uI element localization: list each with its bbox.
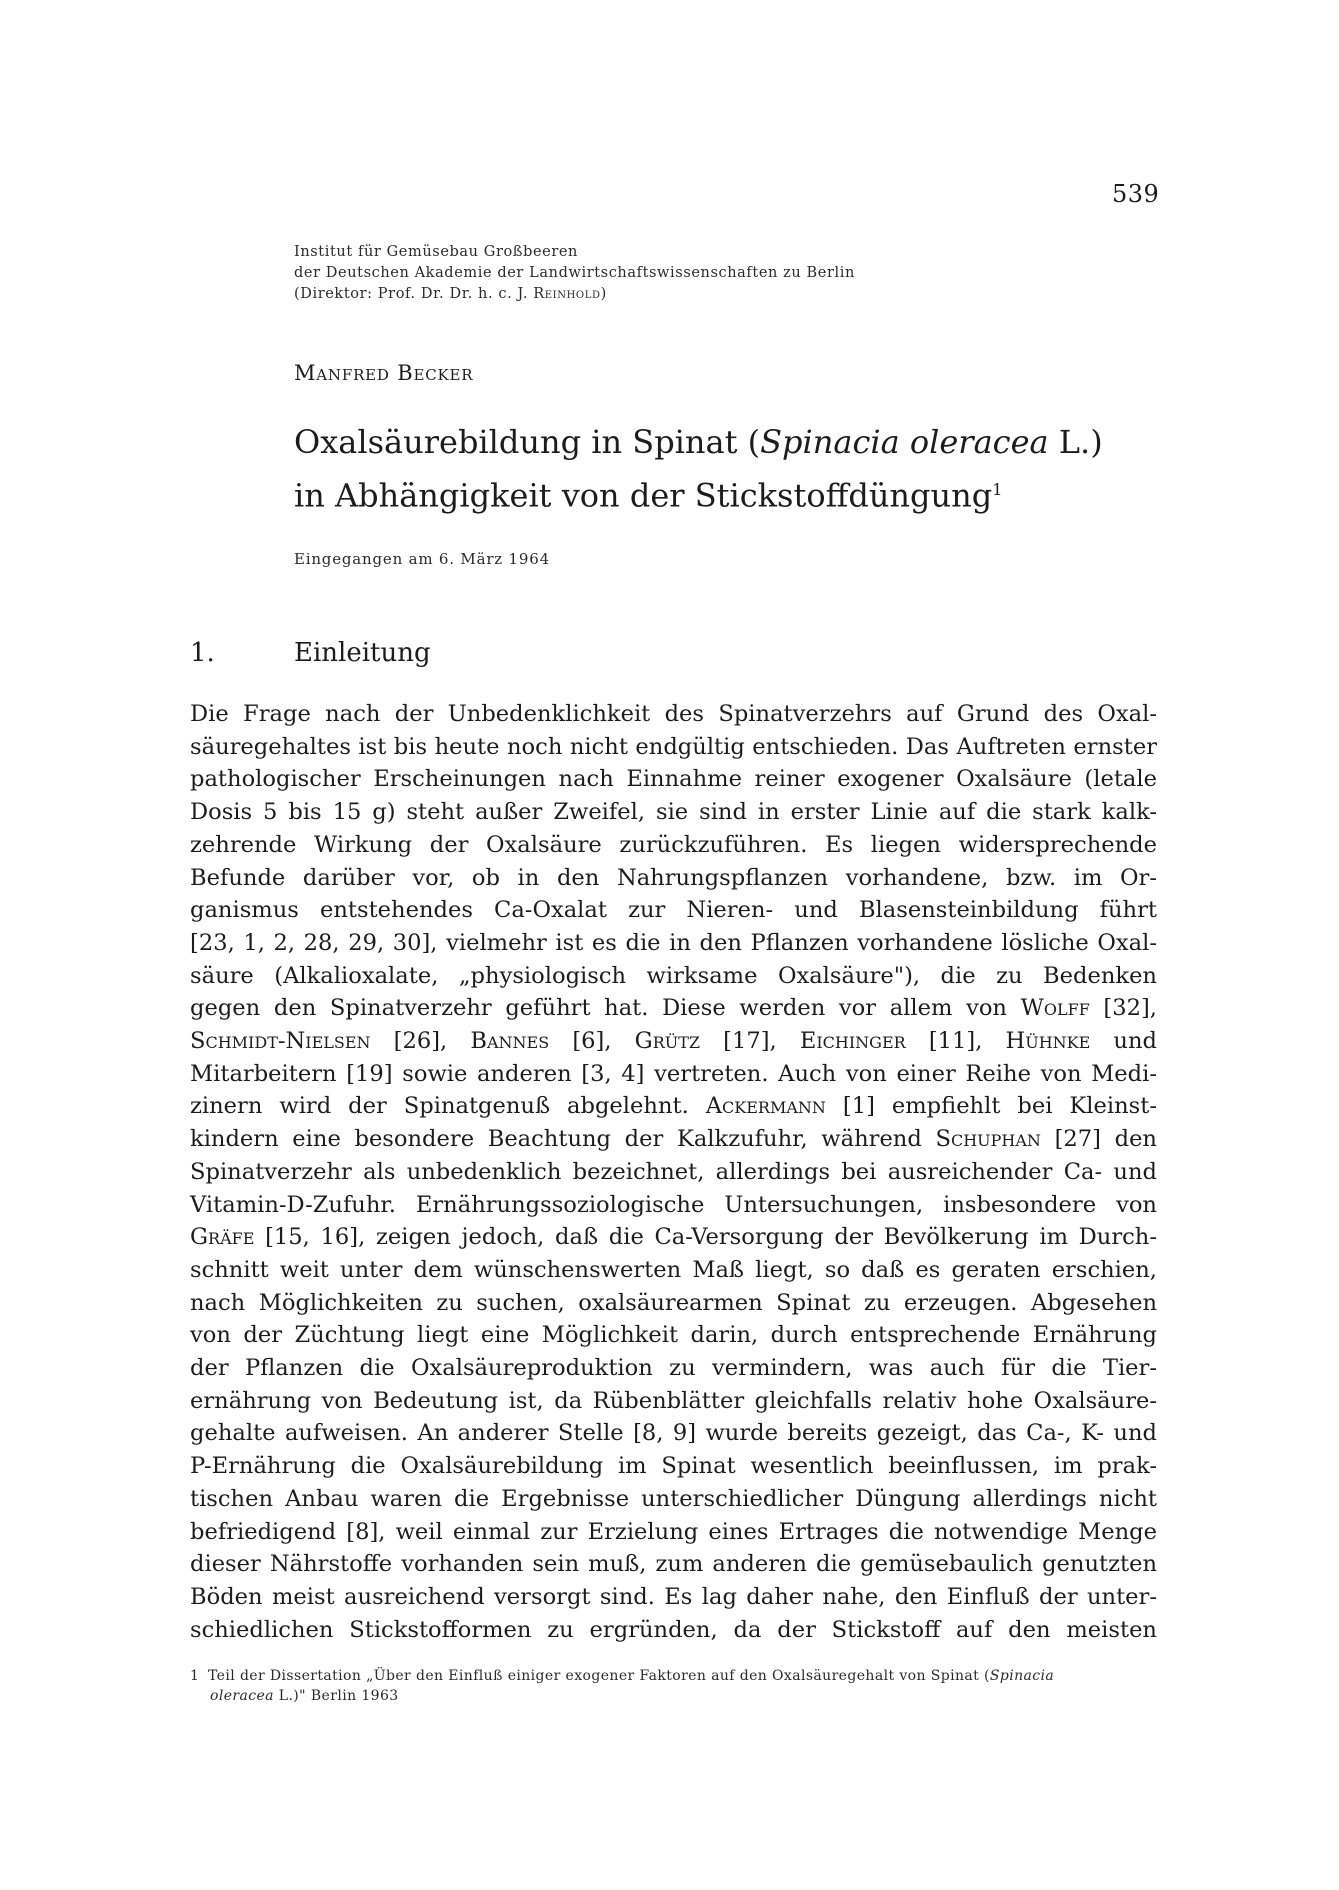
body-line: P-Ernährung die Oxalsäurebildung im Spinat wesentlich beeinflussen, im prak-: [190, 1453, 1157, 1480]
body-line: gegen den Spinatverzehr geführt hat. Diese werden vor allem von Wolff [32],: [190, 995, 1157, 1022]
body-line: tischen Anbau waren die Ergebnisse unterschiedlicher Düngung allerdings nicht: [190, 1485, 1157, 1512]
received-date: Eingegangen am 6. März 1964: [294, 550, 550, 568]
body-line: zinern wird der Spinatgenuß abgelehnt. Ackermann [1] empfiehlt bei Kleinst-: [190, 1093, 1157, 1120]
body-line: schnitt weit unter dem wünschenswerten Maß liegt, so daß es geraten erschien,: [190, 1256, 1157, 1283]
title-line-2: [294, 466, 1103, 520]
body-line: ernährung von Bedeutung ist, da Rübenblätter gleichfalls relativ hohe Oxalsäure-: [190, 1387, 1157, 1414]
body-line: Die Frage nach der Unbedenklichkeit des Spinatverzehrs auf Grund des Oxal-: [190, 701, 1157, 727]
title-line-1: [294, 418, 1103, 466]
body-line: schiedlichen Stickstofformen zu ergründen, da der Stickstoff auf den meisten: [190, 1616, 1157, 1643]
title-text: Oxalsäurebildung in Spinat (: [294, 423, 761, 461]
section-heading: [190, 638, 431, 668]
body-line: Schmidt-Nielsen [26], Bannes [6], Grütz [17], Eichinger [11], Hühnke und: [190, 1028, 1157, 1055]
body-line: Mitarbeitern [19] sowie anderen [3, 4] vertreten. Auch von einer Reihe von Medi-: [190, 1060, 1157, 1087]
body-line: Böden meist ausreichend versorgt sind. Es lag daher nahe, den Einfluß der unter-: [190, 1583, 1157, 1610]
body-line: von der Züchtung liegt eine Möglichkeit darin, durch entsprechende Ernährung: [190, 1322, 1157, 1349]
body-line: säure (Alkalioxalate, „physiologisch wirksame Oxalsäure"), die zu Bedenken: [190, 962, 1157, 989]
section-title: Einleitung: [294, 638, 431, 668]
body-line: Vitamin-D-Zufuhr. Ernährungssoziologische Untersuchungen, insbesondere von: [190, 1191, 1157, 1218]
footnote: [190, 1666, 1157, 1706]
body-line: säuregehaltes ist bis heute noch nicht endgültig entschieden. Das Auftreten ernster: [190, 733, 1157, 760]
body-line: gehalte aufweisen. An anderer Stelle [8, 9] wurde bereits gezeigt, das Ca-, K- und: [190, 1420, 1157, 1447]
body-line: kindern eine besondere Beachtung der Kalkzufuhr, während Schuphan [27] den: [190, 1126, 1157, 1153]
paper-title: [294, 418, 1103, 520]
footnote-species: oleracea: [210, 1688, 274, 1704]
title-text: L.): [1048, 423, 1103, 461]
body-line: [23, 1, 2, 28, 29, 30], vielmehr ist es die in den Pflanzen vorhandene lösliche Oxal-: [190, 929, 1157, 956]
body-line: Dosis 5 bis 15 g) steht außer Zweifel, sie sind in erster Linie auf die stark kalk-: [190, 799, 1157, 826]
footnote-mark: 1: [190, 1668, 200, 1684]
footnote-text: Teil der Dissertation „Über den Einfluß einiger exogener Faktoren auf den Oxalsäuregehalt von Spinat (: [208, 1668, 990, 1684]
body-line: pathologischer Erscheinungen nach Einnahme reiner exogener Oxalsäure (letale: [190, 766, 1157, 793]
page-number: 539: [1112, 180, 1160, 208]
body-line: nach Möglichkeiten zu suchen, oxalsäurearmen Spinat zu erzeugen. Abgesehen: [190, 1289, 1157, 1316]
author-name: [294, 361, 473, 385]
institution-block: [294, 242, 855, 305]
body-paragraph: [190, 698, 1157, 1646]
institution-line: der Deutschen Akademie der Landwirtschaftswissenschaften zu Berlin: [294, 265, 855, 281]
body-line: zehrende Wirkung der Oxalsäure zurückzuführen. Es liegen widersprechende: [190, 831, 1157, 858]
body-line: dieser Nährstoffe vorhanden sein muß, zum anderen die gemüsebaulich genutzten: [190, 1551, 1157, 1578]
footnote-species: Spinacia: [989, 1668, 1055, 1684]
body-line: der Pflanzen die Oxalsäureproduktion zu vermindern, was auch für die Tier-: [190, 1355, 1157, 1382]
body-line: ganismus entstehendes Ca-Oxalat zur Nieren- und Blasensteinbildung führt: [190, 897, 1157, 924]
footnote-reference[interactable]: 1: [992, 480, 1003, 499]
footnote-text: L.)" Berlin 1963: [273, 1688, 399, 1704]
body-line: Befunde darüber vor, ob in den Nahrungspflanzen vorhandene, bzw. im Or-: [190, 864, 1157, 891]
title-text: in Abhängigkeit von der Stickstoffdüngung: [294, 476, 993, 515]
footnote-line-2: [190, 1686, 1157, 1706]
body-line: Spinatverzehr als unbedenklich bezeichnet, allerdings bei ausreichender Ca- und: [190, 1158, 1157, 1185]
author-name-text: Manfred Becker: [294, 361, 474, 385]
institution-line: Institut für Gemüsebau Großbeeren: [294, 244, 578, 260]
title-species: Spinacia oleracea: [760, 423, 1049, 461]
institution-line: (Direktor: Prof. Dr. Dr. h. c. J. Reinhold): [294, 286, 607, 302]
footnote-line-1: [190, 1666, 1157, 1686]
body-line: befriedigend [8], weil einmal zur Erzielung eines Ertrages die notwendige Menge: [190, 1518, 1157, 1545]
section-number: 1.: [190, 638, 215, 668]
body-line: Gräfe [15, 16], zeigen jedoch, daß die Ca-Versorgung der Bevölkerung im Durch-: [190, 1224, 1157, 1251]
